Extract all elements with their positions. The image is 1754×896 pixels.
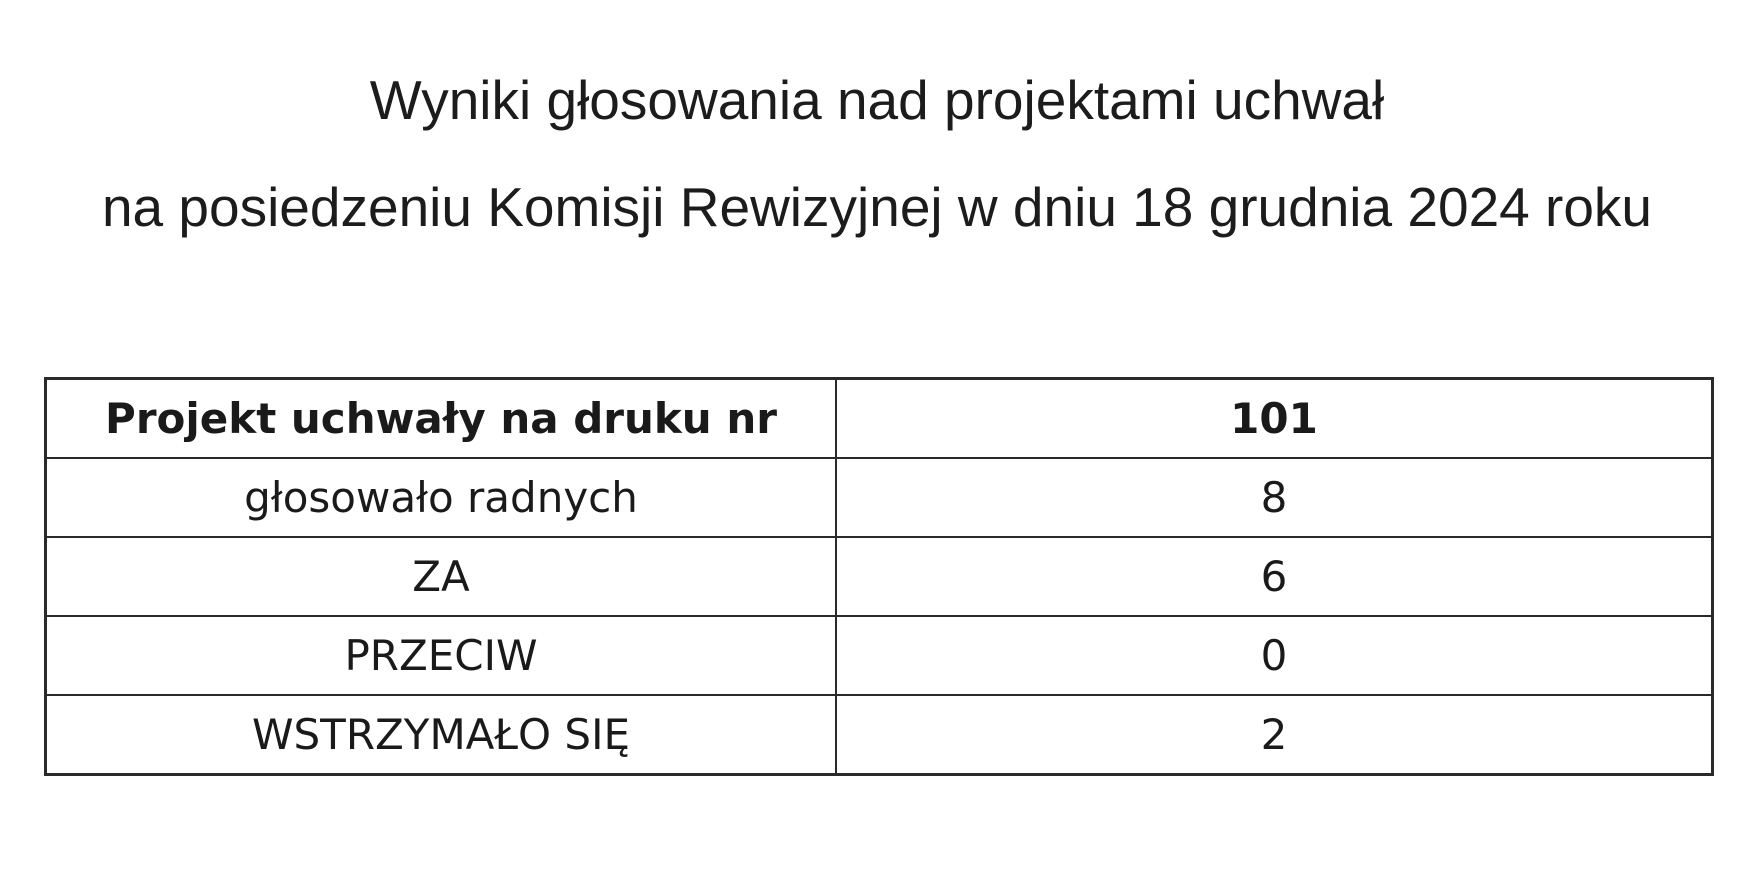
table-row [46,616,1712,695]
header-value-cell: 101 [836,379,1712,458]
voting-results-table [45,378,1713,775]
row-value-cell: 2 [836,695,1712,774]
row-value-cell: 6 [836,537,1712,616]
row-value-cell: 0 [836,616,1712,695]
document-title: Wyniki głosowania nad projektami uchwał [369,69,1385,131]
row-label-cell: ZA [46,537,836,616]
table-row [46,458,1712,537]
document-subtitle: na posiedzeniu Komisji Rewizyjnej w dniu 18 grudnia 2024 roku [101,176,1653,238]
row-value-cell: 8 [836,458,1712,537]
row-label-cell: PRZECIW [46,616,836,695]
table-header-row [46,379,1712,458]
row-label-cell: głosowało radnych [46,458,836,537]
row-label-cell: WSTRZYMAŁO SIĘ [46,695,836,774]
header-label-cell: Projekt uchwały na druku nr [46,379,836,458]
table-row [46,695,1712,774]
table-row [46,537,1712,616]
